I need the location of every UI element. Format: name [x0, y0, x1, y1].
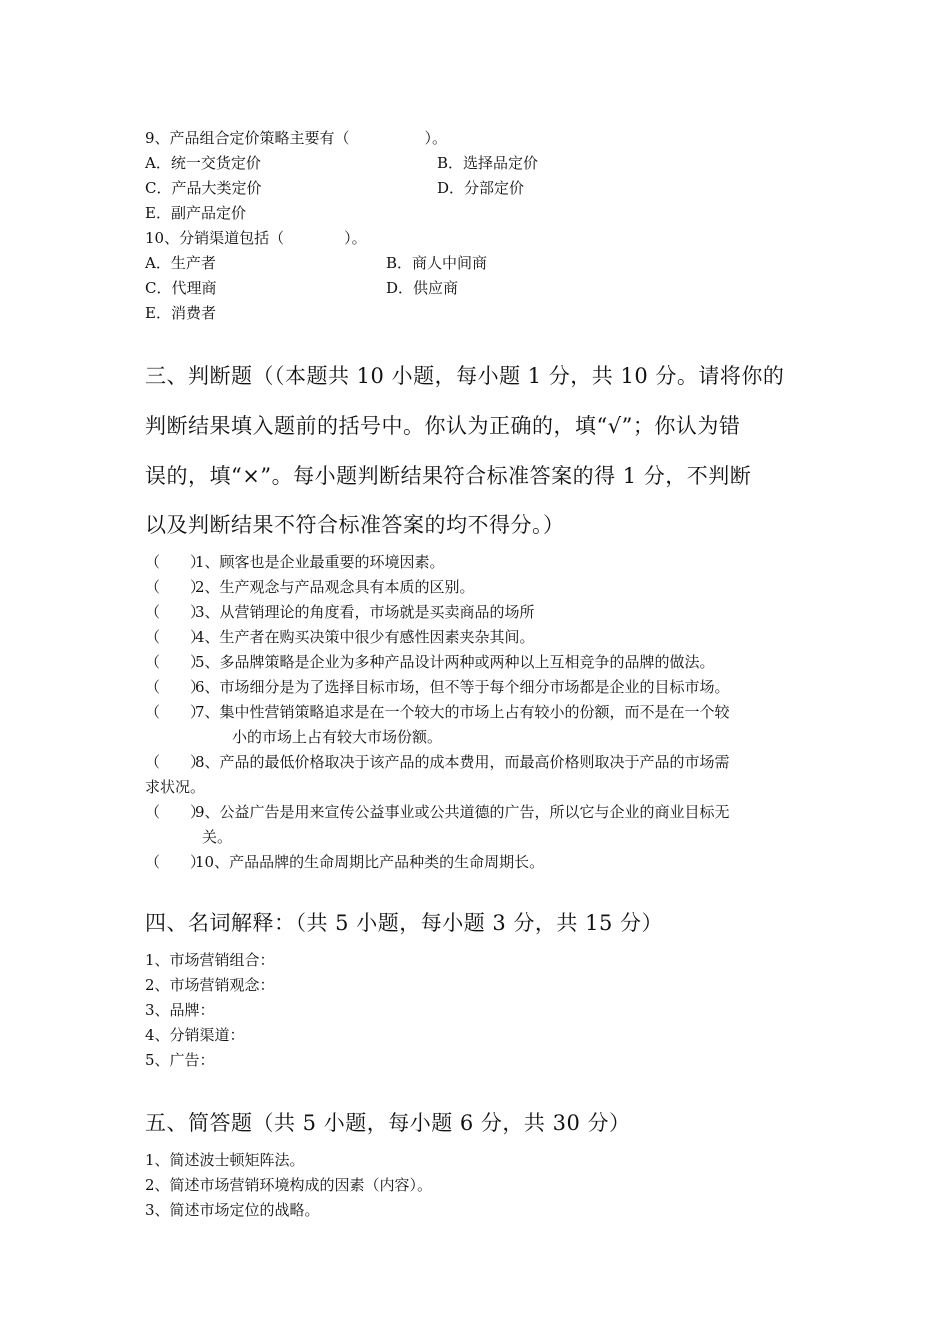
answer-parentheses: （ ） — [145, 753, 206, 771]
section3-heading-line3: 误的，填“×”。每小题判断结果符合标准答案的得 1 分，不判断 — [145, 464, 752, 488]
tf-item-text: 6、市场细分是为了选择目标市场，但不等于每个细分市场都是企业的目标市场。 — [195, 678, 730, 696]
tf-item-9-continuation: 关。 — [202, 828, 233, 846]
answer-parentheses: （ ） — [145, 703, 206, 721]
term-item-2: 2、市场营销观念： — [145, 976, 275, 994]
tf-item-1 — [145, 552, 445, 572]
q9-option-e: E．副产品定价 — [145, 204, 246, 222]
answer-parentheses: （ ） — [145, 678, 206, 696]
short-answer-item-2: 2、简述市场营销环境构成的因素（内容）。 — [145, 1176, 433, 1194]
q9-option-a: A．统一交货定价 — [145, 154, 261, 172]
answer-parentheses: （ ） — [145, 603, 206, 621]
tf-item-text: 5、多品牌策略是企业为多种产品设计两种或两种以上互相竞争的品牌的做法。 — [195, 653, 715, 671]
tf-item-7 — [145, 702, 730, 722]
q9-option-c: C．产品大类定价 — [145, 179, 262, 197]
section3-heading-line4: 以及判断结果不符合标准答案的均不得分。） — [145, 513, 565, 537]
q9-option-d: D．分部定价 — [437, 179, 525, 197]
q10-stem: 10、分销渠道包括（ ）。 — [145, 229, 367, 247]
q10-option-b: B．商人中间商 — [386, 254, 488, 272]
tf-item-2 — [145, 577, 475, 597]
tf-item-9 — [145, 802, 730, 822]
q10-option-c: C．代理商 — [145, 279, 217, 297]
tf-item-3 — [145, 602, 535, 622]
tf-item-text: 1、顾客也是企业最重要的环境因素。 — [195, 553, 445, 571]
term-item-4: 4、分销渠道： — [145, 1026, 245, 1044]
section3-heading-line2: 判断结果填入题前的括号中。你认为正确的，填“√”；你认为错 — [145, 414, 741, 438]
q10-option-e: E．消费者 — [145, 304, 216, 322]
q10-option-d: D．供应商 — [386, 279, 459, 297]
q10-option-a: A．生产者 — [145, 254, 216, 272]
term-item-3: 3、品牌： — [145, 1001, 215, 1019]
tf-item-text: 10、产品品牌的生命周期比产品种类的生命周期长。 — [195, 853, 545, 871]
tf-item-text: 8、产品的最低价格取决于该产品的成本费用，而最高价格则取决于产品的市场需 — [195, 753, 730, 771]
q9-stem: 9、产品组合定价策略主要有（ ）。 — [145, 129, 448, 147]
answer-parentheses: （ ） — [145, 653, 206, 671]
tf-item-4 — [145, 627, 535, 647]
term-item-1: 1、市场营销组合： — [145, 951, 275, 969]
section5-heading: 五、简答题（共 5 小题，每小题 6 分，共 30 分） — [145, 1111, 631, 1135]
answer-parentheses: （ ） — [145, 803, 206, 821]
answer-parentheses: （ ） — [145, 553, 206, 571]
answer-parentheses: （ ） — [145, 628, 206, 646]
tf-item-8 — [145, 752, 730, 772]
answer-parentheses: （ ） — [145, 578, 206, 596]
answer-parentheses: （ ） — [145, 853, 206, 871]
tf-item-text: 9、公益广告是用来宣传公益事业或公共道德的广告，所以它与企业的商业目标无 — [195, 803, 730, 821]
short-answer-item-3: 3、简述市场定位的战略。 — [145, 1201, 320, 1219]
q9-option-b: B．选择品定价 — [437, 154, 539, 172]
term-item-5: 5、广告： — [145, 1051, 215, 1069]
tf-item-8-continuation: 求状况。 — [145, 778, 206, 796]
section3-heading-line1: 三、判断题（（本题共 10 小题，每小题 1 分，共 10 分。请将你的 — [145, 364, 785, 388]
tf-item-text: 7、集中性营销策略追求是在一个较大的市场上占有较小的份额，而不是在一个较 — [195, 703, 730, 721]
tf-item-5 — [145, 652, 715, 672]
tf-item-text: 3、从营销理论的角度看，市场就是买卖商品的场所 — [195, 603, 535, 621]
short-answer-item-1: 1、简述波士顿矩阵法。 — [145, 1151, 305, 1169]
tf-item-6 — [145, 677, 730, 697]
tf-item-10 — [145, 852, 544, 872]
tf-item-text: 4、生产者在购买决策中很少有感性因素夹杂其间。 — [195, 628, 535, 646]
tf-item-text: 2、生产观念与产品观念具有本质的区别。 — [195, 578, 475, 596]
section4-heading: 四、名词解释：（共 5 小题，每小题 3 分，共 15 分） — [145, 911, 663, 935]
tf-item-7-continuation: 小的市场上占有较大市场份额。 — [232, 728, 443, 746]
